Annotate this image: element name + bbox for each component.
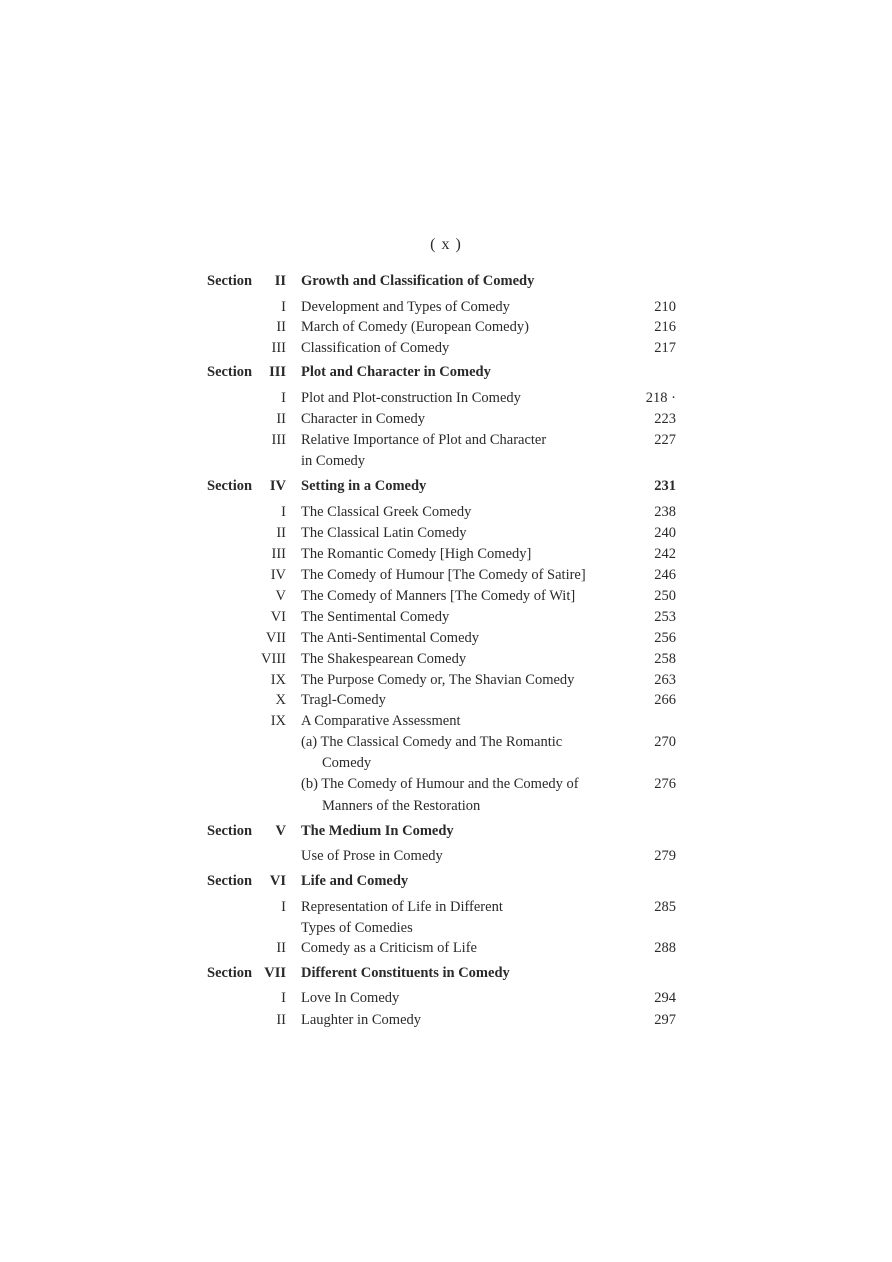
entry-title: (b) The Comedy of Humour and the Comedy of <box>301 776 579 792</box>
roman-numeral: IX <box>270 713 286 729</box>
page-ref: 217 <box>654 340 676 356</box>
toc-entry <box>0 586 892 606</box>
roman-numeral: V <box>275 823 286 839</box>
roman-numeral: I <box>281 299 286 315</box>
toc-entry-continuation <box>0 451 892 471</box>
entry-title: The Classical Latin Comedy <box>301 525 467 541</box>
roman-numeral: VIII <box>261 651 286 667</box>
roman-numeral: VI <box>270 609 286 625</box>
roman-numeral: II <box>276 525 286 541</box>
entry-title: Plot and Character in Comedy <box>301 364 491 380</box>
roman-numeral: III <box>271 432 286 448</box>
roman-numeral: X <box>275 692 286 708</box>
page-ref: 297 <box>654 1012 676 1028</box>
page-ref: 223 <box>654 411 676 427</box>
toc-entry <box>0 409 892 429</box>
section-label: Section <box>207 823 253 839</box>
entry-title: in Comedy <box>301 453 366 469</box>
page-ref: 294 <box>654 990 676 1006</box>
roman-numeral: VI <box>269 873 286 889</box>
page-ref: 253 <box>654 609 676 625</box>
page-ref: 210 <box>654 299 676 315</box>
entry-title: Comedy <box>322 755 372 771</box>
toc-entry <box>0 1010 892 1030</box>
page-ref: 227 <box>654 432 676 448</box>
toc-entry-continuation <box>0 796 892 816</box>
entry-title: The Classical Greek Comedy <box>301 504 472 520</box>
toc-entry <box>0 628 892 648</box>
section-label: Section <box>207 478 253 494</box>
roman-numeral: III <box>271 546 286 562</box>
roman-numeral: IV <box>270 567 286 583</box>
entry-title: Representation of Life in Different <box>301 899 503 915</box>
toc-entry <box>0 430 892 450</box>
toc-section-heading <box>0 362 892 382</box>
toc-entry <box>0 690 892 710</box>
page-ref: 270 <box>654 734 676 750</box>
page-ref: 285 <box>654 899 676 915</box>
section-label: Section <box>207 873 253 889</box>
toc-entry <box>0 523 892 543</box>
entry-title: The Sentimental Comedy <box>301 609 450 625</box>
page-ref: 288 <box>654 940 676 956</box>
page-number: ( x ) <box>430 236 462 253</box>
toc-section-heading <box>0 271 892 291</box>
toc-entry <box>0 988 892 1008</box>
entry-title: Use of Prose in Comedy <box>301 848 443 864</box>
entry-title: The Comedy of Humour [The Comedy of Satire] <box>301 567 586 583</box>
toc-entry <box>0 317 892 337</box>
page-ref: 279 <box>654 848 676 864</box>
roman-numeral: I <box>281 390 286 406</box>
entry-title: Life and Comedy <box>301 873 409 889</box>
entry-title: Types of Comedies <box>301 920 413 936</box>
entry-title: Different Constituents in Comedy <box>301 965 510 981</box>
toc-entry <box>0 670 892 690</box>
entry-title: Love In Comedy <box>301 990 400 1006</box>
page-ref: 246 <box>654 567 676 583</box>
entry-title: The Medium In Comedy <box>301 823 454 839</box>
toc-entry <box>0 544 892 564</box>
toc-entry <box>0 649 892 669</box>
roman-numeral: IV <box>269 478 286 494</box>
toc-section-heading <box>0 821 892 841</box>
toc-entry <box>0 732 892 752</box>
toc-entry-continuation <box>0 753 892 773</box>
entry-title: A Comparative Assessment <box>301 713 461 729</box>
entry-title: Relative Importance of Plot and Character <box>301 432 547 448</box>
roman-numeral: II <box>276 411 286 427</box>
toc-entry <box>0 502 892 522</box>
page-ref: 276 <box>654 776 676 792</box>
page-ref: 242 <box>654 546 676 562</box>
toc-entry <box>0 565 892 585</box>
entry-title: Setting in a Comedy <box>301 478 427 494</box>
entry-title: The Shakespearean Comedy <box>301 651 467 667</box>
page-ref: 240 <box>654 525 676 541</box>
entry-title: Laughter in Comedy <box>301 1012 422 1028</box>
page-ref: 258 <box>654 651 676 667</box>
page-ref: 263 <box>654 672 676 688</box>
page-ref: 231 <box>654 478 676 494</box>
toc-entry <box>0 897 892 917</box>
entry-title: Tragl-Comedy <box>301 692 386 708</box>
entry-title: Growth and Classification of Comedy <box>301 273 535 289</box>
page-ref: 250 <box>654 588 676 604</box>
section-label: Section <box>207 965 253 981</box>
roman-numeral: I <box>281 990 286 1006</box>
page-ref: 218 · <box>645 390 676 406</box>
roman-numeral: VII <box>265 630 286 646</box>
roman-numeral: V <box>275 588 286 604</box>
toc-section-heading <box>0 476 892 496</box>
toc-entry <box>0 938 892 958</box>
roman-numeral: II <box>276 1012 286 1028</box>
toc-entry <box>0 774 892 794</box>
entry-title: Comedy as a Criticism of Life <box>301 940 477 956</box>
entry-title: Classification of Comedy <box>301 340 450 356</box>
entry-title: Manners of the Restoration <box>322 798 481 814</box>
toc-entry <box>0 297 892 317</box>
entry-title: The Purpose Comedy or, The Shavian Comedy <box>301 672 575 688</box>
toc-entry <box>0 711 892 731</box>
roman-numeral: II <box>276 940 286 956</box>
entry-title: (a) The Classical Comedy and The Romantic <box>301 734 563 750</box>
section-label: Section <box>207 364 253 380</box>
entry-title: The Anti-Sentimental Comedy <box>301 630 480 646</box>
section-label: Section <box>207 273 253 289</box>
toc-entry <box>0 607 892 627</box>
roman-numeral: II <box>276 319 286 335</box>
roman-numeral: I <box>281 504 286 520</box>
roman-numeral: VII <box>264 965 286 981</box>
roman-numeral: I <box>281 899 286 915</box>
toc-entry-continuation <box>0 918 892 938</box>
roman-numeral: III <box>269 364 286 380</box>
page-ref: 216 <box>654 319 676 335</box>
entry-title: March of Comedy (European Comedy) <box>301 319 529 335</box>
roman-numeral: III <box>271 340 286 356</box>
entry-title: Plot and Plot-construction In Comedy <box>301 390 521 406</box>
entry-title: Development and Types of Comedy <box>301 299 510 315</box>
entry-title: The Romantic Comedy [High Comedy] <box>301 546 532 562</box>
toc-entry <box>0 338 892 358</box>
entry-title: Character in Comedy <box>301 411 426 427</box>
page-ref: 238 <box>654 504 676 520</box>
entry-title: The Comedy of Manners [The Comedy of Wit] <box>301 588 576 604</box>
toc-section-heading <box>0 963 892 983</box>
roman-numeral: IX <box>270 672 286 688</box>
toc-entry <box>0 846 892 866</box>
toc-section-heading <box>0 871 892 891</box>
toc-entry <box>0 388 892 408</box>
page-ref: 266 <box>654 692 676 708</box>
roman-numeral: II <box>274 273 286 289</box>
page-ref: 256 <box>654 630 676 646</box>
